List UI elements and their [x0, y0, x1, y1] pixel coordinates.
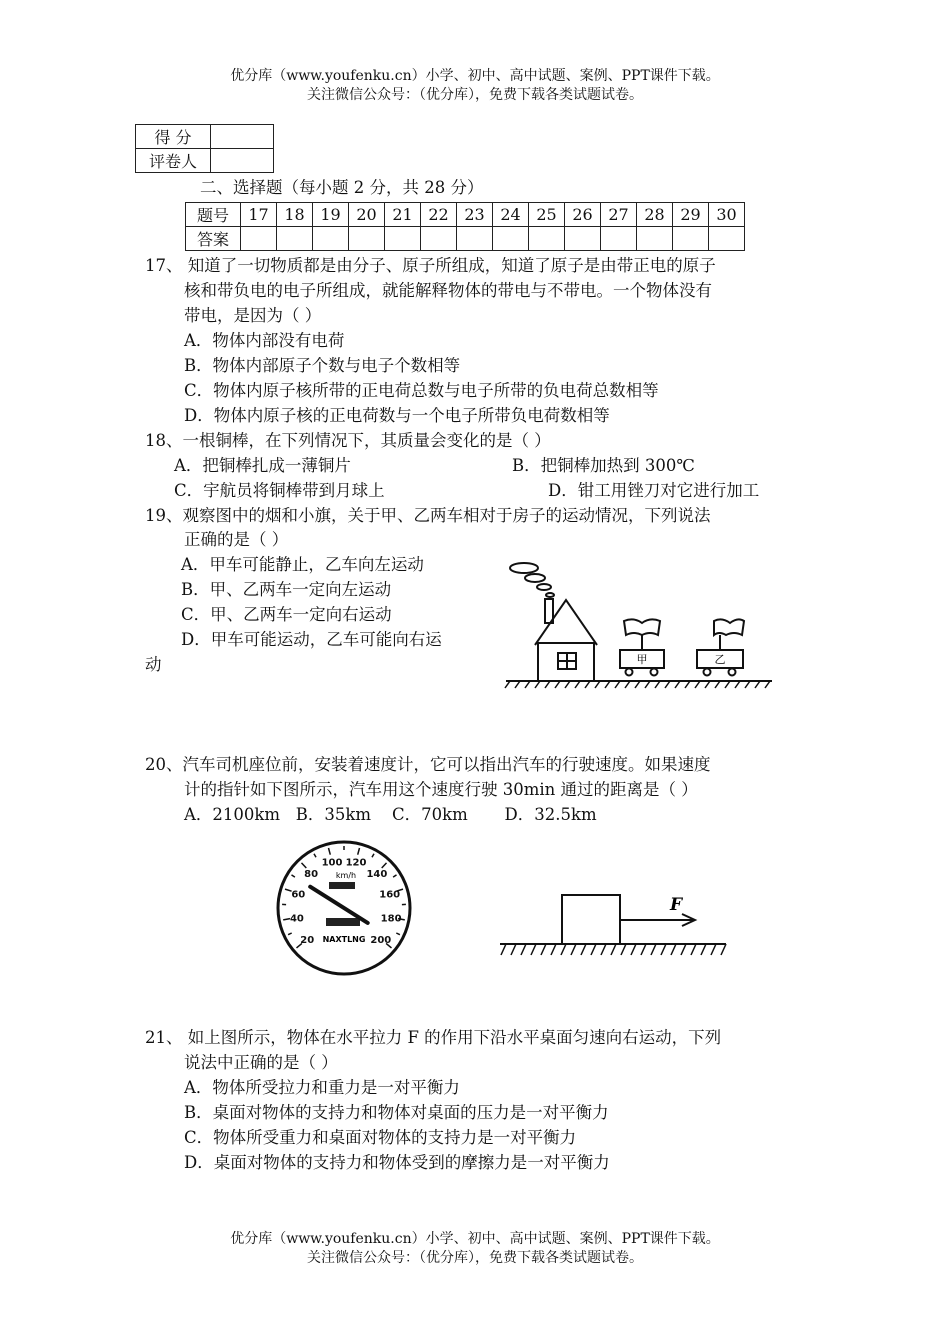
answer-cell[interactable]: [421, 227, 457, 251]
table-hatching: [501, 944, 726, 955]
answer-table-answer-row: [186, 227, 745, 251]
answer-cell[interactable]: [709, 227, 745, 251]
question-number: 24: [493, 203, 529, 227]
speed-tick-label: 200: [370, 934, 392, 946]
q20-stem-line-1: 20、汽车司机座位前，安装着速度计，它可以指出汽车的行驶速度。如果速度: [145, 755, 711, 774]
q17-stem-line-3: 带电，是因为（ ）: [184, 306, 322, 325]
answer-label: 答案: [186, 227, 241, 251]
car-wheel: [626, 669, 633, 676]
q17-option-d: D．物体内原子核的正电荷数与一个电子所带负电荷数相等: [184, 406, 610, 425]
q21-option-a: A．物体所受拉力和重力是一对平衡力: [184, 1078, 460, 1097]
force-label: F: [670, 895, 683, 915]
question-number: 30: [709, 203, 745, 227]
ground-hatching: [505, 681, 770, 688]
car-jia-label: 甲: [636, 653, 648, 666]
q21-option-b: B．桌面对物体的支持力和物体对桌面的压力是一对平衡力: [184, 1103, 609, 1122]
q19-option-b: B．甲、乙两车一定向左运动: [181, 580, 392, 599]
q19-stem-line-1: 19、观察图中的烟和小旗，关于甲、乙两车相对于房子的运动情况，下列说法: [145, 506, 711, 525]
q17-option-a: A．物体内部没有电荷: [184, 331, 345, 350]
q18-option-c: C．宇航员将铜棒带到月球上: [174, 481, 385, 500]
answer-cell[interactable]: [385, 227, 421, 251]
speed-tick-label: 80: [304, 869, 319, 881]
question-number: 18: [277, 203, 313, 227]
question-number: 20: [349, 203, 385, 227]
speed-tick-label: 180: [380, 913, 402, 925]
trip-display: [326, 918, 360, 926]
score-label: 得 分: [136, 125, 211, 149]
answer-cell[interactable]: [493, 227, 529, 251]
car-wheel: [651, 669, 658, 676]
question-number: 28: [637, 203, 673, 227]
car-jia-flag: [624, 619, 660, 635]
block: [562, 895, 620, 944]
answer-cell[interactable]: [349, 227, 385, 251]
answer-cell[interactable]: [529, 227, 565, 251]
speed-tick-label: 140: [366, 869, 388, 881]
question-number: 26: [565, 203, 601, 227]
footer-line-1: 优分库（www.youfenku.cn）小学、初中、高中试题、案例、PPT课件下载。: [230, 1231, 720, 1247]
speedometer-unit: km/h: [335, 871, 357, 880]
answer-cell[interactable]: [457, 227, 493, 251]
question-number-label: 题号: [186, 203, 241, 227]
q18-stem: 18、一根铜棒，在下列情况下，其质量会变化的是（ ）: [145, 431, 551, 450]
speed-tick-label: 60: [291, 889, 306, 901]
car-yi-flag: [714, 619, 744, 635]
q20-options: A．2100km B．35km C．70km D．32.5km: [184, 805, 597, 824]
q17-stem-line-1: 17、 知道了一切物质都是由分子、原子所组成，知道了原子是由带正电的原子: [145, 256, 716, 275]
question-number: 22: [421, 203, 457, 227]
score-box: [135, 124, 274, 173]
footer-line-2: 关注微信公众号：（优分库），免费下载各类试题试卷。: [307, 1250, 643, 1266]
answer-cell[interactable]: [601, 227, 637, 251]
grader-cell[interactable]: [211, 149, 274, 173]
question-number: 17: [241, 203, 277, 227]
answer-table: [185, 202, 745, 251]
smoke-puff: [525, 574, 545, 582]
question-number: 27: [601, 203, 637, 227]
speedometer-figure: [274, 838, 414, 978]
header-line-2: 关注微信公众号：（优分库），免费下载各类试题试卷。: [307, 87, 643, 103]
header-line-1: 优分库（www.youfenku.cn）小学、初中、高中试题、案例、PPT课件下载。: [230, 68, 720, 84]
q19-option-a: A．甲车可能静止，乙车向左运动: [181, 555, 424, 574]
answer-cell[interactable]: [313, 227, 349, 251]
q18-option-d: D．钳工用锉刀对它进行加工: [548, 481, 760, 500]
q21-option-c: C．物体所受重力和桌面对物体的支持力是一对平衡力: [184, 1128, 577, 1147]
answer-cell[interactable]: [673, 227, 709, 251]
answer-cell[interactable]: [277, 227, 313, 251]
q21-option-d: D．桌面对物体的支持力和物体受到的摩擦力是一对平衡力: [184, 1153, 610, 1172]
speed-tick-label: 160: [379, 889, 401, 901]
answer-cell[interactable]: [637, 227, 673, 251]
question-number: 21: [385, 203, 421, 227]
speed-tick-label: 120: [345, 857, 367, 869]
car-yi-label: 乙: [714, 653, 726, 666]
q17-option-c: C．物体内原子核所带的正电荷总数与电子所带的负电荷总数相等: [184, 381, 659, 400]
section-title: 二、选择题（每小题 2 分，共 28 分）: [200, 178, 484, 197]
block-force-figure: [498, 880, 738, 970]
q19-option-c: C．甲、乙两车一定向右运动: [181, 605, 392, 624]
q17-option-b: B．物体内部原子个数与电子个数相等: [184, 356, 461, 375]
smoke-puff: [546, 593, 554, 597]
q18-option-a: A．把铜棒扎成一薄铜片: [174, 456, 351, 475]
odometer-display: [329, 882, 355, 889]
house-cars-figure: [502, 555, 782, 690]
smoke-puff: [510, 563, 538, 573]
q19-option-d: D．甲车可能运动，乙车可能向右运: [181, 630, 442, 649]
q18-option-b: B．把铜棒加热到 300℃: [512, 456, 695, 475]
score-cell[interactable]: [211, 125, 274, 149]
question-number: 23: [457, 203, 493, 227]
speedometer-brand: NAXTLNG: [322, 935, 366, 944]
q21-stem-line-2: 说法中正确的是（ ）: [184, 1053, 338, 1072]
question-number: 25: [529, 203, 565, 227]
question-number: 19: [313, 203, 349, 227]
car-wheel: [729, 669, 736, 676]
speed-tick-label: 20: [300, 934, 315, 946]
q19-option-d-continued: 动: [145, 655, 162, 674]
answer-cell[interactable]: [241, 227, 277, 251]
smoke-puff: [537, 584, 551, 590]
question-number: 29: [673, 203, 709, 227]
q17-stem-line-2: 核和带负电的电子所组成，就能解释物体的带电与不带电。一个物体没有: [184, 281, 712, 300]
car-wheel: [704, 669, 711, 676]
q20-stem-line-2: 计的指针如下图所示，汽车用这个速度行驶 30min 通过的距离是（ ）: [184, 780, 698, 799]
answer-table-number-row: [186, 203, 745, 227]
answer-cell[interactable]: [565, 227, 601, 251]
speed-tick-label: 40: [289, 913, 304, 925]
q21-stem-line-1: 21、 如上图所示，物体在水平拉力 F 的作用下沿水平桌面匀速向右运动，下列: [145, 1028, 722, 1047]
q19-stem-line-2: 正确的是（ ）: [184, 530, 289, 549]
speed-tick-label: 100: [321, 857, 343, 869]
grader-label: 评卷人: [136, 149, 211, 173]
